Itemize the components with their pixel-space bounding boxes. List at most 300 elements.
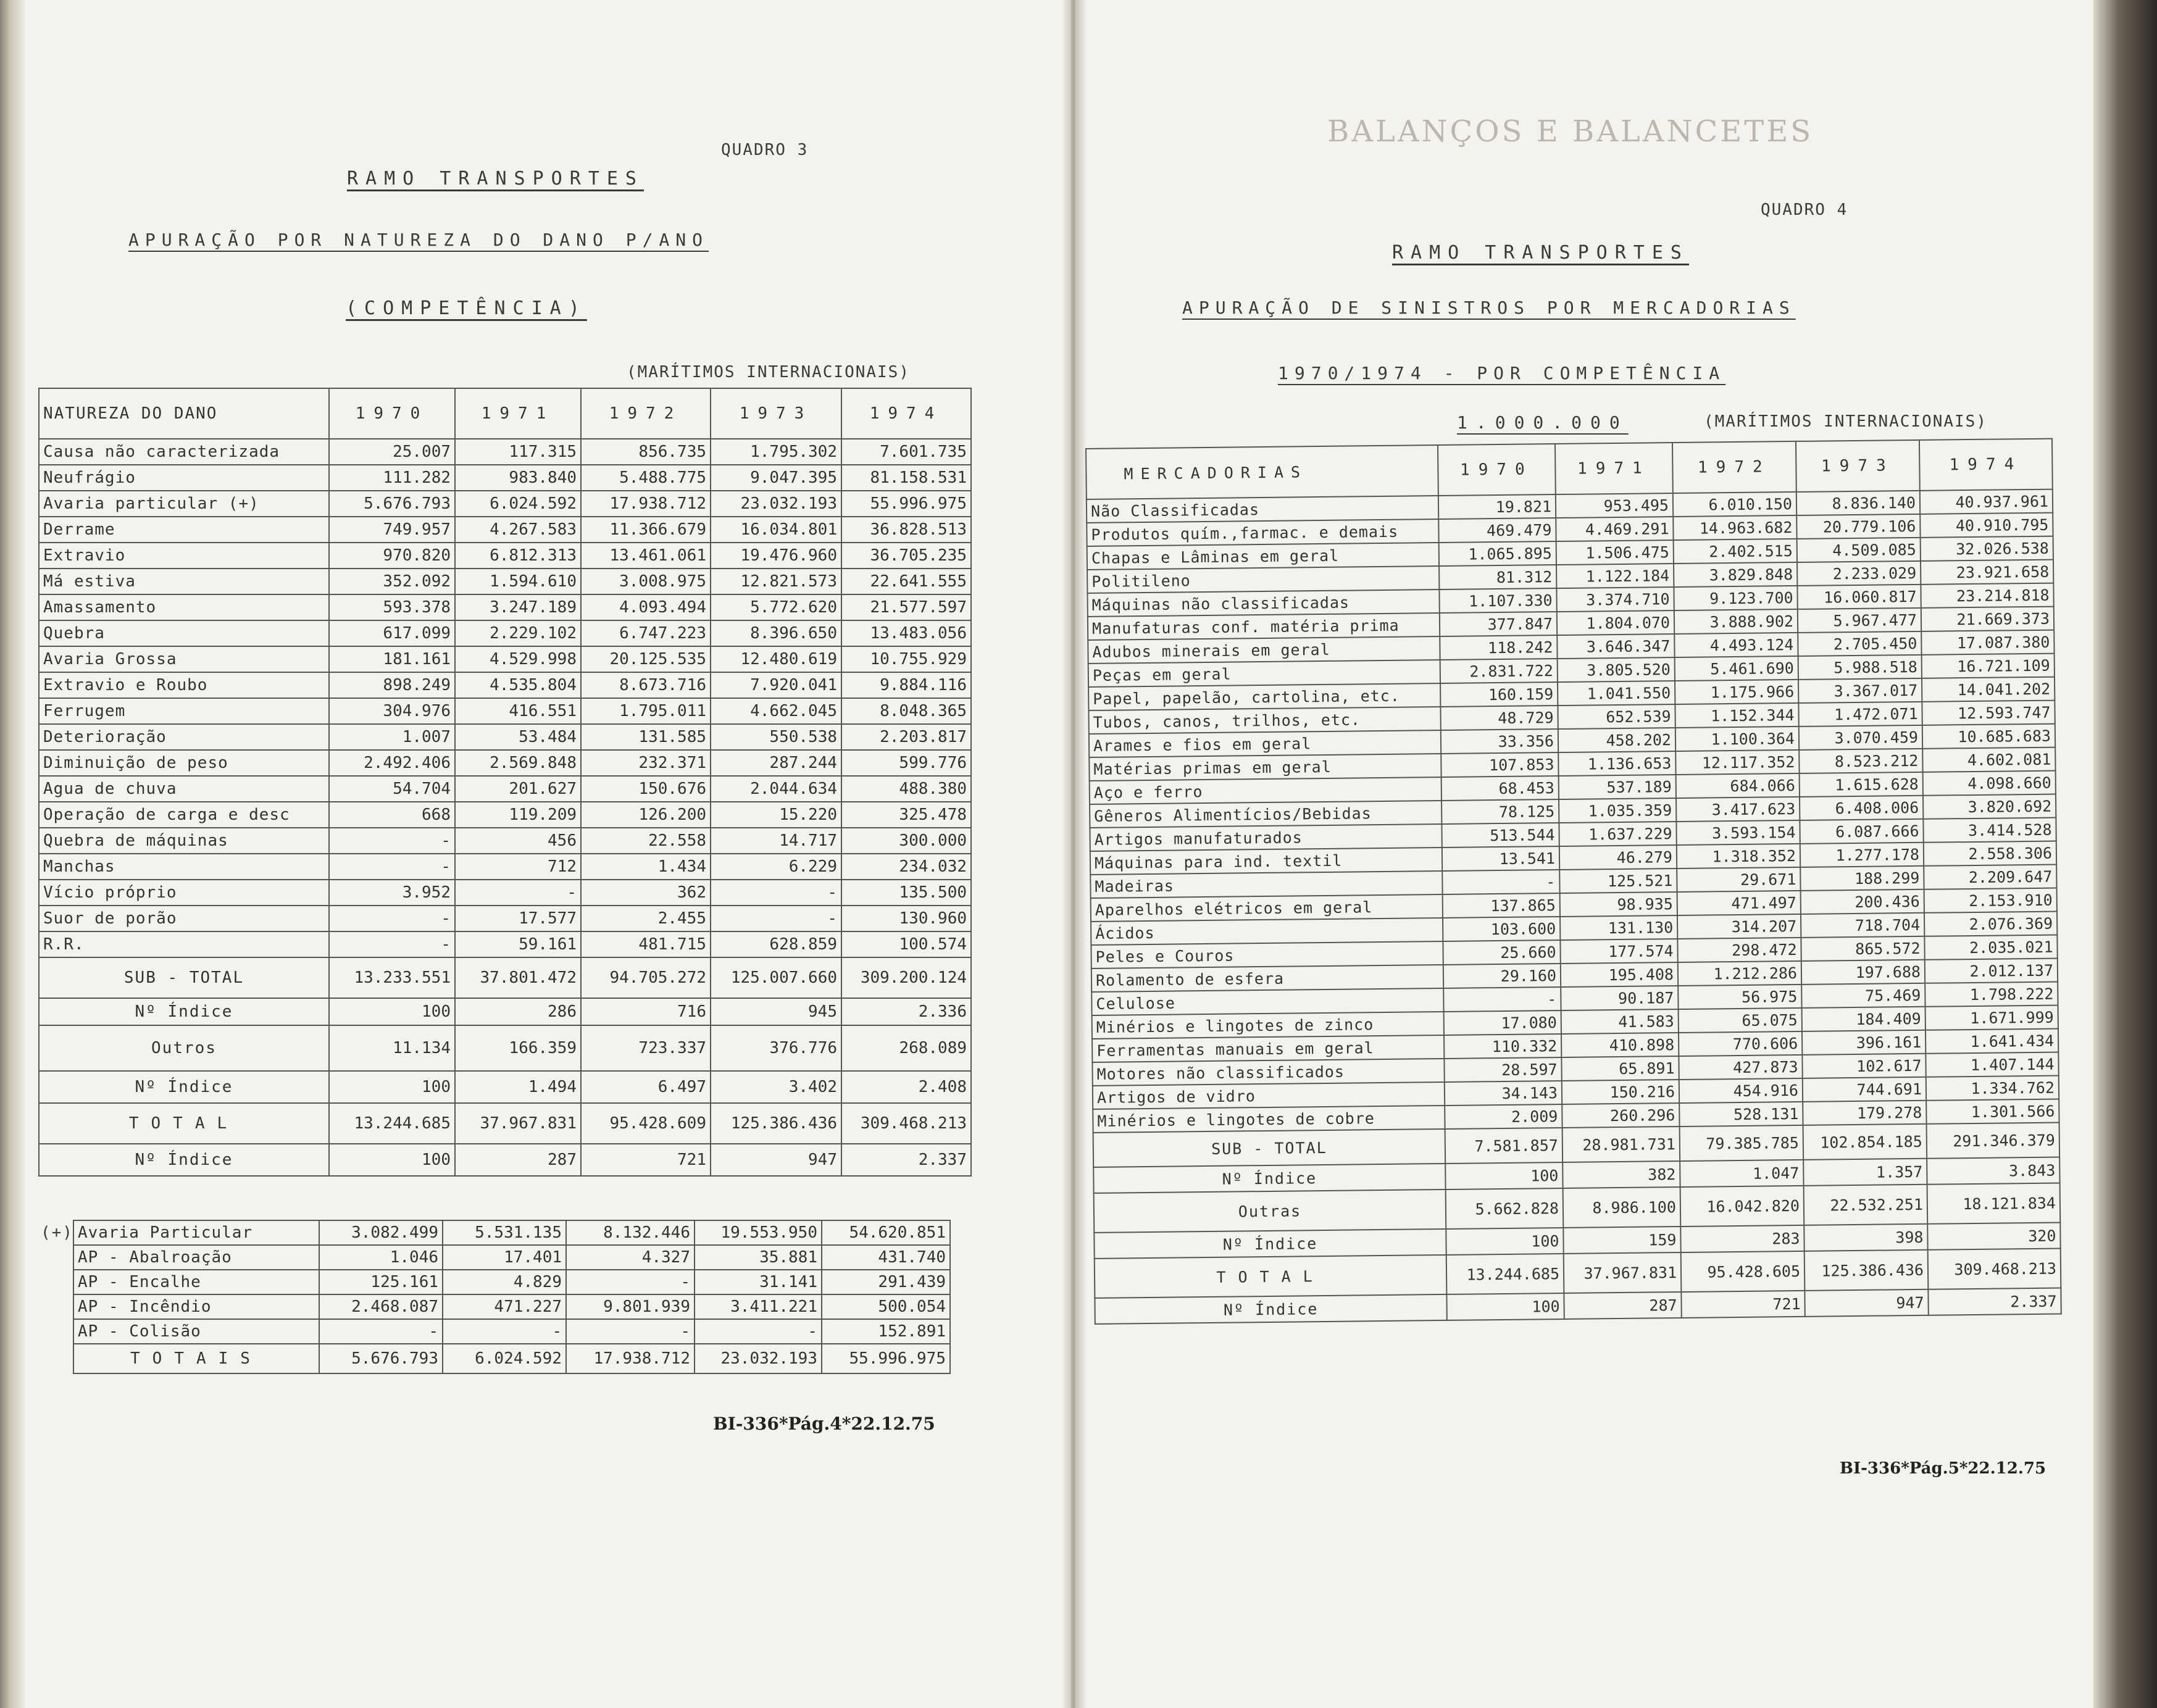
value-cell: 431.740 — [822, 1245, 950, 1270]
table-row — [39, 465, 971, 491]
value-cell: 9.123.700 — [1674, 586, 1797, 610]
book-edge-left — [0, 0, 25, 1708]
value-cell: 25.007 — [329, 439, 455, 465]
value-cell: - — [329, 931, 455, 957]
value-cell: 716 — [581, 998, 711, 1025]
value-cell: 234.032 — [841, 854, 971, 880]
value-cell: 78.125 — [1441, 799, 1559, 824]
value-cell: 40.937.961 — [1920, 489, 2053, 514]
right-table-summary — [1093, 1123, 2061, 1324]
value-cell: 3.417.623 — [1676, 797, 1800, 822]
value-cell: 668 — [329, 802, 455, 828]
value-cell: 2.705.450 — [1798, 631, 1921, 656]
value-cell: 31.141 — [695, 1270, 822, 1294]
value-cell: 1.175.966 — [1675, 680, 1798, 704]
value-cell: 550.538 — [711, 724, 841, 750]
table-row — [39, 517, 971, 543]
value-cell: - — [695, 1319, 822, 1344]
row-label: Minérios e lingotes de zinco — [1092, 1012, 1444, 1039]
value-cell: 3.820.692 — [1923, 794, 2056, 819]
value-cell: 6.497 — [581, 1071, 711, 1103]
value-cell: 12.821.573 — [711, 569, 841, 594]
value-cell: 1.671.999 — [1925, 1006, 2058, 1030]
value-cell: 2.009 — [1445, 1104, 1562, 1129]
left-subtitle: APURAÇÃO POR NATUREZA DO DANO P/ANO — [128, 230, 709, 250]
value-cell: 125.386.436 — [1804, 1250, 1929, 1291]
right-subtitle: APURAÇÃO DE SINISTROS POR MERCADORIAS — [1182, 298, 1796, 318]
value-cell: 111.282 — [329, 465, 455, 491]
right-table-body — [1087, 489, 2059, 1133]
value-cell: 177.574 — [1560, 939, 1677, 964]
avaria-row — [73, 1294, 950, 1319]
value-cell: 75.469 — [1801, 983, 1925, 1008]
value-cell: 5.461.690 — [1675, 656, 1798, 681]
value-cell: 22.558 — [581, 828, 711, 854]
value-cell: 12.480.619 — [711, 646, 841, 672]
value-cell: - — [329, 854, 455, 880]
table-row — [39, 724, 971, 750]
value-cell: 1.136.653 — [1558, 751, 1675, 776]
table-row — [39, 543, 971, 569]
value-cell: 2.558.306 — [1924, 841, 2056, 866]
row-label: Rolamento de esfera — [1091, 965, 1443, 992]
value-cell: 95.428.609 — [581, 1103, 711, 1144]
avaria-table-body — [73, 1220, 950, 1373]
value-cell: 11.366.679 — [581, 517, 711, 543]
total-row — [39, 1103, 971, 1144]
value-cell: 1.637.229 — [1559, 822, 1676, 846]
value-cell: 14.963.682 — [1673, 515, 1796, 540]
row-label: Papel, papelão, cartolina, etc. — [1088, 683, 1440, 710]
value-cell: 2.044.634 — [711, 776, 841, 802]
value-cell: 117.315 — [455, 439, 581, 465]
value-cell: - — [329, 906, 455, 931]
index-row — [39, 998, 971, 1025]
row-label: Artigos de vidro — [1093, 1082, 1445, 1109]
value-cell: 4.662.045 — [711, 698, 841, 724]
value-cell: 94.705.272 — [581, 957, 711, 998]
value-cell: 54.620.851 — [822, 1220, 950, 1245]
value-cell: 398 — [1804, 1224, 1927, 1251]
left-table-body — [39, 439, 971, 957]
row-label: Arames e fios em geral — [1089, 730, 1441, 757]
value-cell: 9.884.116 — [841, 672, 971, 698]
quadro-3-label: QUADRO 3 — [721, 141, 809, 159]
row-label: Deterioração — [39, 724, 329, 750]
table-row — [39, 491, 971, 517]
table-row — [39, 594, 971, 620]
value-cell: 1.318.352 — [1677, 844, 1800, 869]
value-cell: 3.593.154 — [1676, 820, 1800, 845]
value-cell: 947 — [1804, 1289, 1928, 1317]
value-cell: 13.461.061 — [581, 543, 711, 569]
value-cell: 8.836.140 — [1796, 491, 1920, 515]
column-header-natureza: NATUREZA DO DANO — [39, 388, 329, 439]
row-label: TOTAL — [1095, 1255, 1447, 1298]
table-row — [39, 750, 971, 776]
value-cell: 1.434 — [581, 854, 711, 880]
value-cell: 2.153.910 — [1924, 888, 2057, 913]
table-row — [39, 646, 971, 672]
row-label: AP - Colisão — [73, 1319, 319, 1344]
value-cell: 6.812.313 — [455, 543, 581, 569]
table-row — [39, 906, 971, 931]
value-cell: 1.798.222 — [1925, 982, 2058, 1007]
value-cell: 36.705.235 — [841, 543, 971, 569]
value-cell: 283 — [1680, 1225, 1804, 1252]
value-cell: 1.046 — [319, 1245, 443, 1270]
row-label: Ácidos — [1091, 918, 1443, 945]
table-row — [39, 569, 971, 594]
value-cell: 376.776 — [711, 1025, 841, 1071]
row-label: AP - Incêndio — [73, 1294, 319, 1319]
value-cell: 3.082.499 — [319, 1220, 443, 1245]
row-label: Politileno — [1087, 566, 1439, 593]
value-cell: 314.207 — [1677, 914, 1801, 939]
value-cell: 3.805.520 — [1558, 657, 1675, 682]
value-cell: 11.134 — [329, 1025, 455, 1071]
value-cell: - — [1442, 870, 1559, 894]
value-cell: 188.299 — [1800, 866, 1924, 891]
value-cell: 2.569.848 — [455, 750, 581, 776]
value-cell: 98.935 — [1560, 892, 1677, 917]
value-cell: 684.066 — [1676, 773, 1800, 798]
value-cell: - — [329, 828, 455, 854]
value-cell: 537.189 — [1559, 775, 1676, 799]
value-cell: 3.374.710 — [1556, 587, 1674, 612]
value-cell: - — [711, 906, 841, 931]
value-cell: 898.249 — [329, 672, 455, 698]
value-cell: 81.312 — [1439, 565, 1556, 589]
value-cell: 8.396.650 — [711, 620, 841, 646]
right-period: 1970/1974 - POR COMPETÊNCIA — [1278, 363, 1726, 383]
value-cell: 1.065.895 — [1439, 541, 1556, 566]
value-cell: 232.371 — [581, 750, 711, 776]
row-label: Causa não caracterizada — [39, 439, 329, 465]
value-cell: 721 — [1681, 1291, 1804, 1318]
value-cell: 4.327 — [566, 1245, 695, 1270]
row-label: Extravio — [39, 543, 329, 569]
value-cell: 118.242 — [1440, 635, 1557, 660]
row-label: Nº Índice — [1095, 1294, 1446, 1324]
row-label: TOTAIS — [73, 1344, 319, 1373]
value-cell: 3.888.902 — [1674, 609, 1798, 634]
value-cell: 29.671 — [1677, 867, 1800, 892]
value-cell: 130.960 — [841, 906, 971, 931]
value-cell: 95.428.605 — [1681, 1251, 1805, 1292]
row-label: Motores não classificados — [1092, 1059, 1444, 1086]
value-cell: 4.535.804 — [455, 672, 581, 698]
merchandise-table — [1085, 438, 2062, 1325]
value-cell: 309.468.213 — [841, 1103, 971, 1144]
value-cell: 21.669.373 — [1921, 607, 2054, 631]
value-cell: 287 — [1564, 1292, 1681, 1319]
value-cell: 2.468.087 — [319, 1294, 443, 1319]
row-label: Peças em geral — [1088, 660, 1440, 687]
value-cell: 5.967.477 — [1798, 608, 1921, 633]
value-cell: 1.007 — [329, 724, 455, 750]
value-cell: 14.717 — [711, 828, 841, 854]
value-cell: 6.087.666 — [1800, 819, 1923, 844]
value-cell: 16.721.109 — [1922, 654, 2055, 678]
row-label: Outras — [1094, 1189, 1446, 1233]
column-header-year: 1971 — [1555, 443, 1673, 494]
value-cell: 107.853 — [1441, 752, 1558, 777]
value-cell: 291.439 — [822, 1270, 950, 1294]
row-label: Quebra — [39, 620, 329, 646]
value-cell: 125.161 — [319, 1270, 443, 1294]
value-cell: 100 — [329, 1144, 455, 1176]
table-row — [39, 880, 971, 906]
value-cell: 309.200.124 — [841, 957, 971, 998]
value-cell: 3.247.189 — [455, 594, 581, 620]
value-cell: 8.523.212 — [1799, 749, 1922, 773]
value-cell: 723.337 — [581, 1025, 711, 1071]
quadro-4-label: QUADRO 4 — [1761, 201, 1848, 219]
table-row — [39, 620, 971, 646]
value-cell: 6.229 — [711, 854, 841, 880]
row-label: Manchas — [39, 854, 329, 880]
value-cell: 201.627 — [455, 776, 581, 802]
table-row — [39, 854, 971, 880]
value-cell: 362 — [581, 880, 711, 906]
value-cell: 100 — [329, 1071, 455, 1103]
left-competencia: (COMPETÊNCIA) — [346, 298, 587, 319]
value-cell: 22.532.251 — [1804, 1185, 1928, 1225]
value-cell: 4.469.291 — [1556, 517, 1673, 541]
row-label: Ferrugem — [39, 698, 329, 724]
value-cell: 1.795.302 — [711, 439, 841, 465]
column-header-year: 1970 — [1438, 444, 1556, 496]
value-cell: 150.676 — [581, 776, 711, 802]
value-cell: 945 — [711, 998, 841, 1025]
value-cell: 90.187 — [1561, 986, 1678, 1010]
left-table-summary — [39, 957, 971, 1176]
row-label: Ferramentas manuais em geral — [1092, 1035, 1444, 1062]
value-cell: 593.378 — [329, 594, 455, 620]
value-cell: 100 — [1446, 1293, 1564, 1320]
value-cell: 110.332 — [1444, 1034, 1561, 1059]
value-cell: 23.032.193 — [711, 491, 841, 517]
value-cell: 3.829.848 — [1674, 562, 1797, 587]
value-cell: - — [711, 880, 841, 906]
value-cell: 13.244.685 — [329, 1103, 455, 1144]
value-cell: 23.921.658 — [1921, 560, 2053, 585]
value-cell: 16.034.801 — [711, 517, 841, 543]
value-cell: 4.529.998 — [455, 646, 581, 672]
value-cell: 500.054 — [822, 1294, 950, 1319]
value-cell: 260.296 — [1562, 1103, 1679, 1128]
value-cell: 287.244 — [711, 750, 841, 776]
value-cell: 2.492.406 — [329, 750, 455, 776]
value-cell: 12.117.352 — [1675, 750, 1799, 775]
avaria-breakdown-table — [73, 1220, 951, 1374]
value-cell: 770.606 — [1679, 1031, 1802, 1056]
table-row — [39, 698, 971, 724]
value-cell: 59.161 — [455, 931, 581, 957]
value-cell: 9.047.395 — [711, 465, 841, 491]
value-cell: 184.409 — [1802, 1007, 1925, 1031]
table-row — [39, 931, 971, 957]
value-cell: 55.996.975 — [841, 491, 971, 517]
value-cell: 471.227 — [443, 1294, 566, 1319]
value-cell: 382 — [1562, 1161, 1680, 1188]
column-header-year: 1972 — [581, 388, 711, 439]
value-cell: 481.715 — [581, 931, 711, 957]
value-cell: - — [566, 1319, 695, 1344]
value-cell: 53.484 — [455, 724, 581, 750]
value-cell: 513.544 — [1441, 823, 1559, 848]
row-label: Quebra de máquinas — [39, 828, 329, 854]
book-edge-right — [2093, 0, 2157, 1708]
value-cell: 25.660 — [1443, 940, 1560, 965]
value-cell: 23.214.818 — [1921, 583, 2053, 608]
value-cell: 56.975 — [1678, 985, 1801, 1009]
value-cell: 7.581.857 — [1445, 1128, 1563, 1164]
value-cell: 102.617 — [1802, 1054, 1925, 1078]
value-cell: 325.478 — [841, 802, 971, 828]
value-cell: 19.476.960 — [711, 543, 841, 569]
value-cell: 721 — [581, 1144, 711, 1176]
row-label: Peles e Couros — [1091, 941, 1443, 969]
value-cell: 29.160 — [1443, 964, 1561, 988]
value-cell: 1.804.070 — [1557, 610, 1674, 635]
row-label: Vício próprio — [39, 880, 329, 906]
value-cell: 37.967.831 — [455, 1103, 581, 1144]
value-cell: 5.531.135 — [443, 1220, 566, 1245]
table-row — [39, 828, 971, 854]
value-cell: 8.986.100 — [1563, 1187, 1681, 1228]
value-cell: 17.401 — [443, 1245, 566, 1270]
column-header-year: 1972 — [1672, 441, 1796, 493]
value-cell: 469.479 — [1438, 518, 1556, 543]
value-cell: 4.098.660 — [1923, 771, 2056, 796]
value-cell: 628.859 — [711, 931, 841, 957]
right-source-note: (MARÍTIMOS INTERNACIONAIS) — [1704, 412, 1987, 431]
value-cell: 48.729 — [1440, 706, 1558, 730]
outros-row — [39, 1025, 971, 1071]
value-cell: 1.152.344 — [1675, 703, 1798, 728]
row-label: Agua de chuva — [39, 776, 329, 802]
value-cell: 35.881 — [695, 1245, 822, 1270]
value-cell: 1.277.178 — [1800, 843, 1924, 867]
value-cell: 1.506.475 — [1556, 540, 1674, 565]
value-cell: 456 — [455, 828, 581, 854]
avaria-marker: (+) — [41, 1223, 73, 1242]
value-cell: 1.041.550 — [1558, 681, 1675, 706]
value-cell: 179.278 — [1803, 1101, 1926, 1125]
value-cell: 28.981.731 — [1562, 1127, 1680, 1162]
value-cell: 137.865 — [1443, 893, 1560, 918]
value-cell: 36.828.513 — [841, 517, 971, 543]
value-cell: 22.641.555 — [841, 569, 971, 594]
value-cell: 20.779.106 — [1796, 514, 1920, 539]
value-cell: 309.468.213 — [1928, 1249, 2061, 1289]
value-cell: 410.898 — [1561, 1033, 1679, 1057]
row-label: Nº Índice — [1094, 1229, 1446, 1259]
row-label: TOTAL — [39, 1103, 329, 1144]
row-label: Minérios e lingotes de cobre — [1093, 1106, 1445, 1133]
value-cell: 1.594.610 — [455, 569, 581, 594]
value-cell: 1.122.184 — [1556, 564, 1674, 588]
value-cell: 125.386.436 — [711, 1103, 841, 1144]
value-cell: 3.646.347 — [1557, 634, 1674, 659]
value-cell: 599.776 — [841, 750, 971, 776]
column-header-mercadorias: MERCADORIAS — [1086, 445, 1438, 499]
row-label: Suor de porão — [39, 906, 329, 931]
value-cell: 8.048.365 — [841, 698, 971, 724]
value-cell: 4.093.494 — [581, 594, 711, 620]
value-cell: 159 — [1563, 1227, 1680, 1254]
value-cell: 7.920.041 — [711, 672, 841, 698]
index-row — [39, 1071, 971, 1103]
column-header-year: 1971 — [455, 388, 581, 439]
value-cell: 100 — [1446, 1228, 1563, 1255]
value-cell: 2.408 — [841, 1071, 971, 1103]
value-cell: 46.279 — [1559, 845, 1677, 870]
value-cell: 287 — [455, 1144, 581, 1176]
value-cell: 13.233.551 — [329, 957, 455, 998]
value-cell: 304.976 — [329, 698, 455, 724]
value-cell: 291.346.379 — [1927, 1123, 2060, 1159]
value-cell: 3.411.221 — [695, 1294, 822, 1319]
value-cell: 32.026.538 — [1921, 536, 2053, 561]
value-cell: 427.873 — [1679, 1055, 1802, 1080]
value-cell: 40.910.795 — [1920, 513, 2053, 538]
row-label: Aparelhos elétricos em geral — [1091, 894, 1443, 922]
column-header-year: 1973 — [711, 388, 841, 439]
row-label: Máquinas para ind. textil — [1090, 848, 1442, 875]
avaria-row — [73, 1319, 950, 1344]
value-cell: 1.615.628 — [1800, 772, 1923, 797]
value-cell: 320 — [1927, 1223, 2060, 1250]
value-cell: 2.337 — [841, 1144, 971, 1176]
value-cell: 2.012.137 — [1925, 959, 2058, 983]
value-cell: 17.087.380 — [1921, 630, 2054, 655]
value-cell: 6.010.150 — [1673, 492, 1796, 517]
value-cell: 10.685.683 — [1922, 724, 2055, 749]
value-cell: 6.024.592 — [443, 1344, 566, 1373]
value-cell: 15.220 — [711, 802, 841, 828]
value-cell: 17.080 — [1444, 1010, 1561, 1035]
value-cell: 131.585 — [581, 724, 711, 750]
left-table-header — [39, 388, 971, 439]
value-cell: 1.641.434 — [1925, 1029, 2058, 1054]
value-cell: 200.436 — [1801, 889, 1924, 914]
table-row — [39, 802, 971, 828]
value-cell: 652.539 — [1558, 704, 1675, 729]
value-cell: 125.521 — [1559, 869, 1677, 893]
avaria-total-row — [73, 1344, 950, 1373]
value-cell: 1.035.359 — [1559, 798, 1676, 823]
left-source-note: (MARÍTIMOS INTERNACIONAIS) — [627, 363, 910, 381]
value-cell: 454.916 — [1679, 1078, 1803, 1103]
value-cell: 2.402.515 — [1674, 539, 1797, 564]
value-cell: 152.891 — [822, 1319, 950, 1344]
value-cell: 286 — [455, 998, 581, 1025]
value-cell: 6.747.223 — [581, 620, 711, 646]
value-cell: 2.209.647 — [1924, 865, 2056, 889]
row-label: Neufrágio — [39, 465, 329, 491]
value-cell: 300.000 — [841, 828, 971, 854]
row-label: Avaria Particular — [73, 1220, 319, 1245]
value-cell: 5.676.793 — [319, 1344, 443, 1373]
row-label: AP - Abalroação — [73, 1245, 319, 1270]
value-cell: 81.158.531 — [841, 465, 971, 491]
value-cell: 3.367.017 — [1798, 678, 1922, 703]
table-row — [39, 439, 971, 465]
index-row — [39, 1144, 971, 1176]
